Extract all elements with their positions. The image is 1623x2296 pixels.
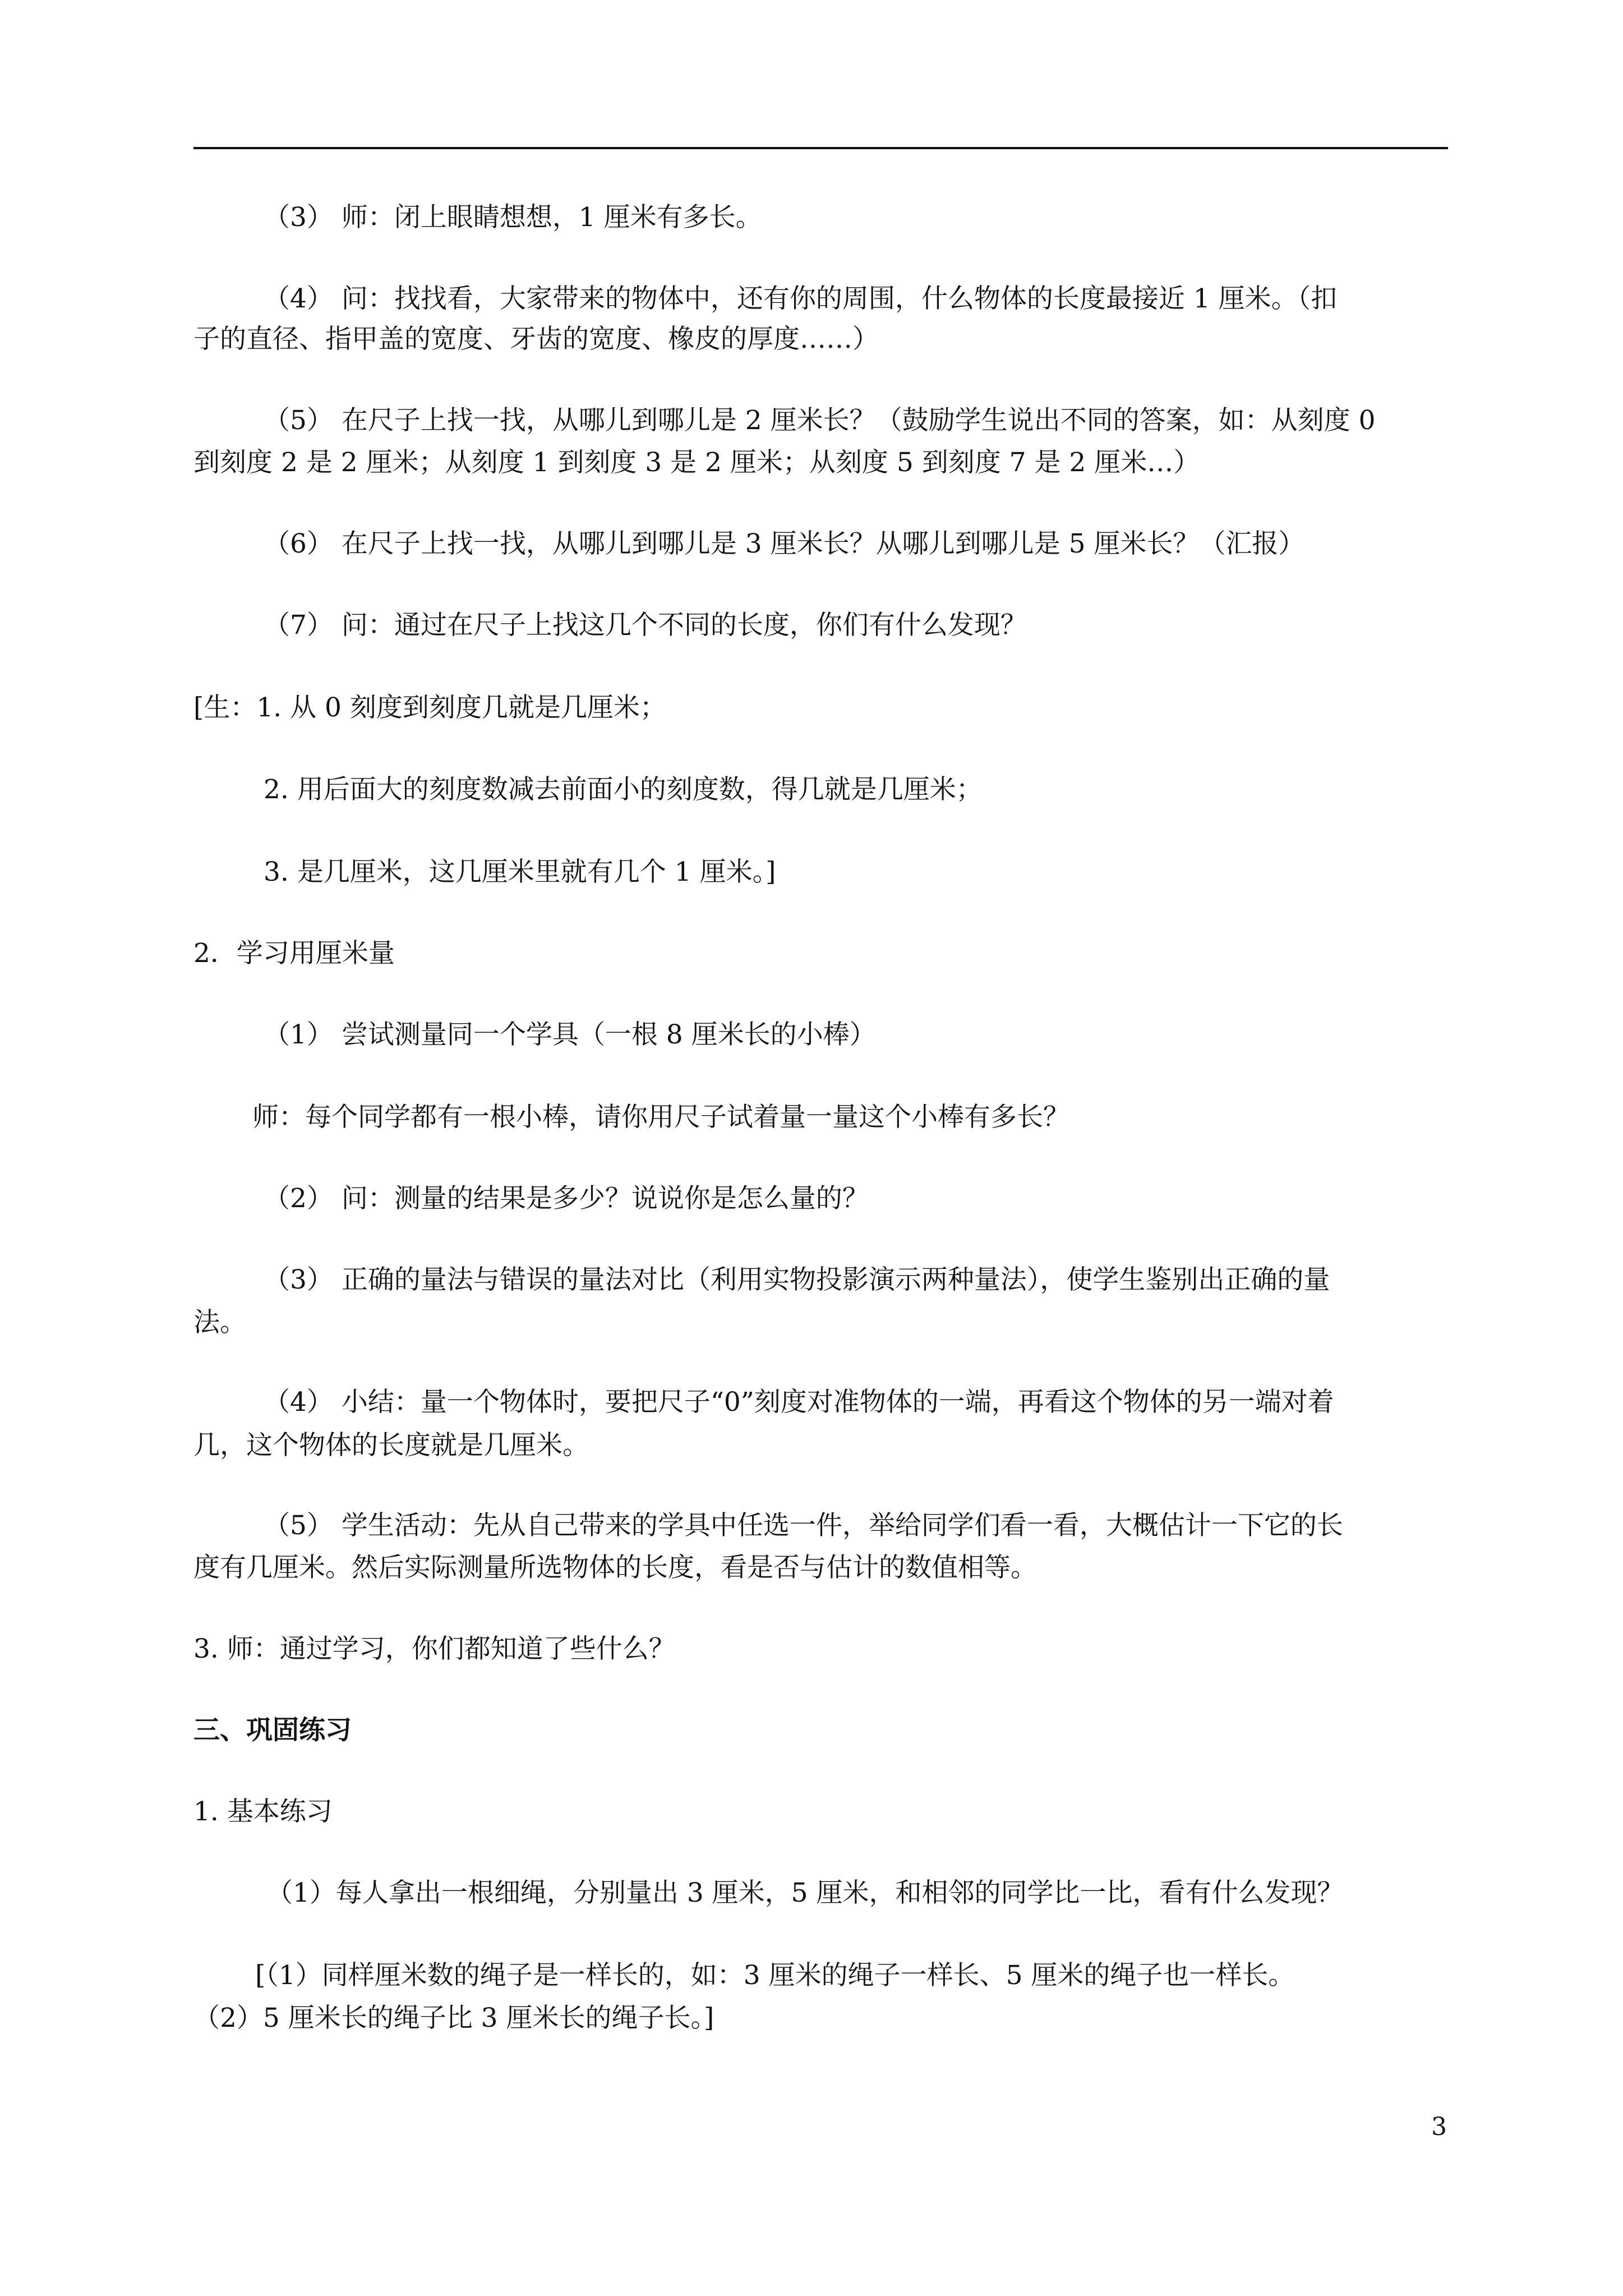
text-line: （4） 问：找找看，大家带来的物体中，还有你的周围，什么物体的长度最接近 1 厘米。（扣 bbox=[264, 283, 1338, 314]
text-line: 3. 是几厘米，这几厘米里就有几个 1 厘米。] bbox=[264, 857, 776, 887]
text-line: 度有几厘米。然后实际测量所选物体的长度，看是否与估计的数值相等。 bbox=[193, 1552, 1037, 1583]
text-line: 到刻度 2 是 2 厘米；从刻度 1 到刻度 3 是 2 厘米；从刻度 5 到刻度 7 是 2 厘米…） bbox=[193, 447, 1200, 478]
text-line: （2）5 厘米长的绳子比 3 厘米长的绳子长。] bbox=[193, 2003, 714, 2033]
text-line: （7） 问：通过在尺子上找这几个不同的长度，你们有什么发现？ bbox=[264, 610, 1027, 641]
text-line: （4） 小结：量一个物体时，要把尺子“0”刻度对准物体的一端，再看这个物体的另一端对着 bbox=[264, 1387, 1334, 1418]
text-line: [（1）同样厘米数的绳子是一样长的，如：3 厘米的绳子一样长、5 厘米的绳子也一样长。 bbox=[255, 1960, 1295, 1991]
text-line: 2. 用后面大的刻度数减去前面小的刻度数，得几就是几厘米； bbox=[264, 774, 983, 805]
text-line: 师：每个同学都有一根小棒，请你用尺子试着量一量这个小棒有多长？ bbox=[252, 1102, 1069, 1133]
text-line: （1）每人拿出一根细绳，分别量出 3 厘米，5 厘米，和相邻的同学比一比，看有什么发现？ bbox=[266, 1878, 1344, 1908]
text-line: （5） 学生活动：先从自己带来的学具中任选一件，举给同学们看一看，大概估计一下它的长 bbox=[264, 1510, 1343, 1541]
text-line: 法。 bbox=[193, 1307, 246, 1338]
text-line: （3） 师：闭上眼睛想想，1 厘米有多长。 bbox=[264, 202, 762, 233]
text-line: 子的直径、指甲盖的宽度、牙齿的宽度、橡皮的厚度……） bbox=[193, 324, 879, 355]
text-line: 1. 基本练习 bbox=[193, 1796, 333, 1827]
text-line: 2．学习用厘米量 bbox=[193, 938, 395, 969]
text-line: 几，这个物体的长度就是几厘米。 bbox=[193, 1430, 589, 1461]
text-line: （3） 正确的量法与错误的量法对比（利用实物投影演示两种量法），使学生鉴别出正确的量 bbox=[264, 1264, 1330, 1295]
section-heading: 三、巩固练习 bbox=[193, 1715, 352, 1746]
page-number: 3 bbox=[1431, 2113, 1447, 2141]
header-rule bbox=[193, 147, 1448, 149]
text-line: （6） 在尺子上找一找，从哪儿到哪儿是 3 厘米长？从哪儿到哪儿是 5 厘米长？（汇报） bbox=[264, 528, 1305, 559]
text-line: （1） 尝试测量同一个学具（一根 8 厘米长的小棒） bbox=[264, 1019, 876, 1050]
text-line: （5） 在尺子上找一找，从哪儿到哪儿是 2 厘米长？（鼓励学生说出不同的答案，如：从刻度 0 bbox=[264, 405, 1376, 436]
text-line: [生：1. 从 0 刻度到刻度几就是几厘米； bbox=[193, 692, 666, 723]
text-line: （2） 问：测量的结果是多少？说说你是怎么量的？ bbox=[264, 1183, 869, 1214]
text-line: 3. 师：通过学习，你们都知道了些什么？ bbox=[193, 1634, 675, 1664]
